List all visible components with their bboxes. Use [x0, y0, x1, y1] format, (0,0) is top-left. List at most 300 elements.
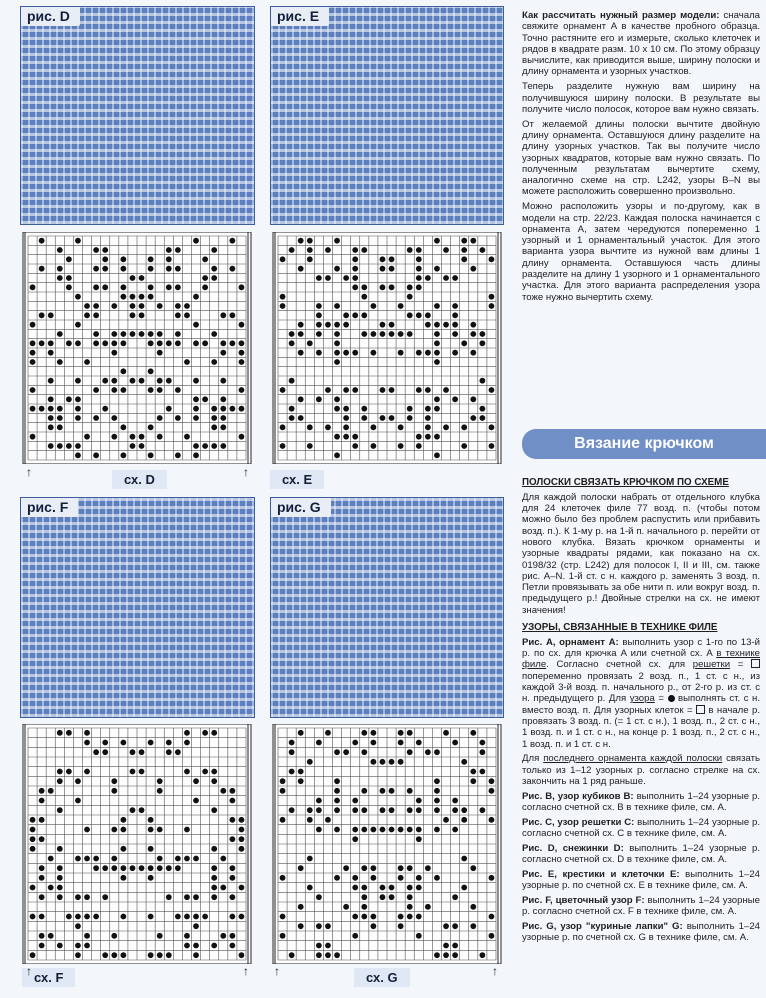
chart-dot [184, 933, 190, 939]
chart-dot [361, 406, 367, 412]
chart-dot [229, 817, 235, 823]
chart-dot [416, 885, 422, 891]
chart-dot [39, 788, 45, 794]
chart-dot [120, 266, 126, 272]
chart-dot [443, 387, 449, 393]
chart-dot [139, 865, 145, 871]
item-text: выполнить 1–24 узорные р. по счетной сх. G в технике филе, см. A. [522, 921, 760, 944]
chart-dot [434, 952, 440, 958]
chart-dot [479, 247, 485, 253]
chart-dot [334, 807, 340, 813]
chart-dot [470, 350, 476, 356]
photo-e-label: рис. E [271, 7, 329, 26]
text-span: в начале р. провязать 3 возд. п. (= 1 ст. с н.), 1 возд. п., 2 ст. с н., 1 возд. п. и 1 ст. с н., на конце р. 1 возд. п., 2 ст. с н., 1 возд. п. и 1 ст. с н. [522, 704, 760, 750]
chart-f-grid [22, 724, 252, 964]
chart-dot [434, 807, 440, 813]
chart-dot [39, 875, 45, 881]
chart-dot [130, 443, 136, 449]
chart-dot [239, 836, 245, 842]
chart-dot [489, 424, 495, 430]
chart-dot [166, 378, 172, 384]
chart-dot [157, 303, 163, 309]
chart-dot [380, 322, 386, 328]
chart-dot [184, 312, 190, 318]
chart-dot [229, 266, 235, 272]
chart-dot [343, 749, 349, 755]
chart-dot [239, 322, 245, 328]
chart-dot [57, 807, 63, 813]
chart-dot [489, 817, 495, 823]
chart-dot [220, 885, 226, 891]
paragraph-lead: Как рассчитать нужный размер модели: [522, 10, 720, 21]
arrow-icon: ↑ [243, 964, 249, 978]
paragraph: От желаемой длины полоски вычтите двойную длину орнамента. Оставшуюся длину разделите на длину узорных участков. Так вы получите число узорных квадратов, которые вам нужно связать. По полученным результатам вычертите схему, аналогично схеме на стр. L242, узоры B–N вы можете расположить совершенно произвольно. [522, 118, 760, 198]
chart-dot [57, 443, 63, 449]
chart-dot [120, 740, 126, 746]
chart-dot [416, 933, 422, 939]
chart-dot [175, 284, 181, 290]
chart-dot [102, 749, 108, 755]
chart-dot [30, 350, 36, 356]
chart-dot [479, 769, 485, 775]
chart-dot [289, 769, 295, 775]
chart-dot [84, 894, 90, 900]
chart-dot [48, 885, 54, 891]
chart-dot [352, 256, 358, 262]
chart-dot [380, 885, 386, 891]
text-span: в технике филе [522, 648, 760, 671]
chart-dot [148, 817, 154, 823]
chart-dot [93, 331, 99, 337]
chart-dot [298, 904, 304, 910]
chart-dot [57, 778, 63, 784]
text-span: попеременно провязать 2 возд. п., 1 ст. с н., из каждой 3-й возд. п. начального р., от 2-го р. из ст. с н. предыдущего р. Для [522, 670, 760, 705]
chart-dot [407, 406, 413, 412]
chart-dot [239, 827, 245, 833]
chart-dot [102, 340, 108, 346]
chart-dot [229, 836, 235, 842]
chart-dot [489, 387, 495, 393]
chart-dot [289, 331, 295, 337]
chart-dot [193, 943, 199, 949]
chart-dot [239, 359, 245, 365]
text-span: . Согласно счетной сх. для [546, 659, 693, 671]
chart-dot [202, 284, 208, 290]
chart-dot [298, 865, 304, 871]
chart-dot [111, 856, 117, 862]
chart-dot [470, 769, 476, 775]
chart-dot [389, 885, 395, 891]
chart-dot [289, 340, 295, 346]
chart-dot [157, 331, 163, 337]
chart-dot [443, 424, 449, 430]
chart-dot [407, 904, 413, 910]
chart-dot [239, 340, 245, 346]
chart-dot [289, 952, 295, 958]
chart-dot [398, 350, 404, 356]
chart-dot [57, 359, 63, 365]
chart-dot [443, 943, 449, 949]
chart-dot [139, 807, 145, 813]
chart-dot [166, 894, 172, 900]
chart-dot [470, 322, 476, 328]
chart-dot [361, 865, 367, 871]
chart-dot [193, 415, 199, 421]
chart-dot [193, 778, 199, 784]
chart-dot [352, 284, 358, 290]
chart-dot [75, 294, 81, 300]
chart-dot [57, 266, 63, 272]
chart-dot [407, 730, 413, 736]
chart-dot [479, 340, 485, 346]
chart-dot [470, 331, 476, 337]
chart-dot [352, 387, 358, 393]
item [522, 843, 760, 866]
chart-dot [229, 340, 235, 346]
chart-dot [102, 865, 108, 871]
chart-dot [489, 778, 495, 784]
chart-dot [289, 378, 295, 384]
chart-dot [298, 415, 304, 421]
chart-dot [57, 865, 63, 871]
item-lead: Рис. G, узор "куриные лапки" G: [522, 921, 683, 933]
chart-d-grid [22, 232, 252, 464]
chart-dot [343, 865, 349, 871]
chart-dot [39, 238, 45, 244]
chart-dot [289, 415, 295, 421]
chart-dot [157, 378, 163, 384]
chart-dot [425, 312, 431, 318]
chart-dot [166, 865, 172, 871]
chart-dot [184, 303, 190, 309]
chart-dot [316, 827, 322, 833]
chart-dot [298, 396, 304, 402]
chart-dot [307, 885, 313, 891]
chart-dot [211, 778, 217, 784]
chart-dot [434, 359, 440, 365]
chart-dot [479, 378, 485, 384]
chart-dot [434, 749, 440, 755]
chart-dot [193, 923, 199, 929]
chart-dot [57, 894, 63, 900]
item-text: выполнить 1–24 узорные р. по счетной сх. Е в технике филе, см. A. [522, 869, 760, 892]
chart-dot [175, 865, 181, 871]
chart-dot [75, 378, 81, 384]
chart-dot [461, 247, 467, 253]
chart-dot [398, 443, 404, 449]
item-lead: Рис. A, орнамент A: [522, 636, 619, 648]
chart-dot [443, 730, 449, 736]
chart-dot [184, 434, 190, 440]
chart-dot [380, 759, 386, 765]
chart-dot [316, 740, 322, 746]
chart-dot [102, 894, 108, 900]
instructions-column [522, 477, 760, 947]
chart-dot [416, 266, 422, 272]
chart-dot [352, 885, 358, 891]
chart-dot [407, 294, 413, 300]
chart-dot [84, 769, 90, 775]
chart-dot [30, 846, 36, 852]
paragraph [522, 637, 760, 750]
chart-dot [470, 730, 476, 736]
chart-dot [380, 331, 386, 337]
chart-dot [434, 406, 440, 412]
chart-dot [280, 256, 286, 262]
chart-dot [139, 769, 145, 775]
chart-dot [239, 885, 245, 891]
chart-dot [148, 387, 154, 393]
chart-dot [316, 807, 322, 813]
chart-dot [57, 424, 63, 430]
chart-dot [157, 856, 163, 862]
chart-dot [111, 933, 117, 939]
chart-dot [425, 406, 431, 412]
chart-dot [280, 875, 286, 881]
chart-dot [316, 350, 322, 356]
chart-dot [398, 730, 404, 736]
chart-dot [280, 933, 286, 939]
chart-dot [229, 238, 235, 244]
chart-dot [239, 434, 245, 440]
chart-dot [380, 256, 386, 262]
chart-dot [229, 875, 235, 881]
chart-dot [130, 865, 136, 871]
chart-dot [434, 238, 440, 244]
chart-dot [407, 894, 413, 900]
chart-dot [370, 350, 376, 356]
chart-dot [39, 406, 45, 412]
photo-g [270, 497, 504, 718]
chart-dot [75, 923, 81, 929]
text-span: решетки [692, 659, 731, 671]
chart-dot [316, 798, 322, 804]
chart-dot [334, 452, 340, 458]
chart-dot [229, 865, 235, 871]
chart-dot [130, 303, 136, 309]
chart-dot [66, 275, 72, 281]
chart-dot [48, 406, 54, 412]
chart-dot [220, 415, 226, 421]
chart-dot [39, 943, 45, 949]
chart-dot [434, 350, 440, 356]
chart-dot [280, 914, 286, 920]
chart-dot [211, 865, 217, 871]
chart-dot [111, 387, 117, 393]
chart-dot [139, 443, 145, 449]
chart-dot [175, 856, 181, 862]
text-span: последнего орнамента каждой полоски [543, 753, 723, 765]
chart-dot [39, 894, 45, 900]
chart-dot [184, 914, 190, 920]
chart-dot [280, 424, 286, 430]
chart-dot [102, 266, 108, 272]
chart-dot [325, 424, 331, 430]
item [522, 921, 760, 944]
photo-f-label: рис. F [21, 498, 78, 517]
chart-dot [489, 443, 495, 449]
chart-dot [461, 807, 467, 813]
chart-dot [130, 331, 136, 337]
chart-dot [361, 807, 367, 813]
chart-dot [148, 340, 154, 346]
chart-dot [211, 846, 217, 852]
chart-dot [334, 238, 340, 244]
paragraph: Можно расположить узоры и по-другому, как в модели на стр. 22/23. Каждая полоска начинается с орнамента A, затем чередуются попеременно 1 узорный и 1 орнаментальный участок. Для этого варианта узора вычтите из нужной вам длины 1 длину орнамента. Оставшуюся часть длины разделите на длину 1 узорного и 1 орнаментального участка. Для этого варианта распределения узора тоже нужно вычертить схему. [522, 201, 760, 303]
chart-dot [211, 331, 217, 337]
arrow-icon: ↑ [26, 465, 32, 479]
chart-dot [30, 885, 36, 891]
item-lead: Рис. C, узор решетки C: [522, 816, 635, 828]
chart-dot [334, 340, 340, 346]
chart-dot [280, 387, 286, 393]
chart-dot [139, 275, 145, 281]
chart-dot [39, 865, 45, 871]
chart-dot [325, 247, 331, 253]
chart-f-label: сх. F [22, 968, 75, 987]
chart-dot [111, 952, 117, 958]
item-text: выполнить 1–24 узорные р. согласно счетной сх. В в технике филе, см. A. [522, 790, 760, 814]
chart-dot [30, 952, 36, 958]
chart-dot [130, 275, 136, 281]
chart-dot [361, 284, 367, 290]
chart-dot [325, 322, 331, 328]
chart-dot [111, 778, 117, 784]
chart-dot [470, 778, 476, 784]
chart-dot [130, 807, 136, 813]
chart-dot [361, 788, 367, 794]
chart-dot [102, 284, 108, 290]
item-lead: Рис. E, крестики и клеточки E: [522, 869, 680, 880]
paragraph [522, 10, 760, 78]
chart-dot [93, 303, 99, 309]
chart-dot [470, 415, 476, 421]
chart-g-label: сх. G [354, 968, 410, 987]
chart-dot [148, 294, 154, 300]
chart-dot [316, 943, 322, 949]
chart-dot [479, 807, 485, 813]
chart-dot [280, 817, 286, 823]
chart-dot [39, 933, 45, 939]
chart-dot [407, 749, 413, 755]
chart-dot [120, 817, 126, 823]
chart-dot [211, 359, 217, 365]
chart-dot [229, 943, 235, 949]
chart-dot [416, 836, 422, 842]
chart-dot [211, 266, 217, 272]
item [522, 817, 760, 840]
chart-dot [370, 424, 376, 430]
chart-dot [193, 378, 199, 384]
chart-dot [157, 387, 163, 393]
chart-dot [370, 827, 376, 833]
chart-dot [148, 827, 154, 833]
chart-dot [148, 846, 154, 852]
chart-dot [489, 933, 495, 939]
chart-dot [343, 904, 349, 910]
chart-dot [352, 312, 358, 318]
chart-dot [120, 452, 126, 458]
chart-dot [389, 788, 395, 794]
chart-dot [398, 914, 404, 920]
chart-dot [211, 943, 217, 949]
chart-dot [380, 415, 386, 421]
chart-dot [166, 247, 172, 253]
chart-dot [425, 865, 431, 871]
chart-dot [102, 247, 108, 253]
item-text: выполнить 1–24 узорные р. согласно счетной сх. F в технике филе, см. A. [522, 895, 760, 918]
chart-dot [461, 759, 467, 765]
chart-dot [352, 275, 358, 281]
chart-dot [166, 256, 172, 262]
chart-dot [220, 424, 226, 430]
chart-dot [30, 387, 36, 393]
chart-dot [398, 424, 404, 430]
chart-dot [184, 740, 190, 746]
chart-dot [407, 885, 413, 891]
chart-dot [389, 322, 395, 328]
chart-dot [193, 443, 199, 449]
chart-dot [139, 749, 145, 755]
chart-dot [425, 387, 431, 393]
chart-dot [325, 387, 331, 393]
chart-dot [193, 396, 199, 402]
chart-dot [352, 827, 358, 833]
chart-dot [361, 247, 367, 253]
chart-dot [184, 943, 190, 949]
chart-e-grid [272, 232, 502, 464]
chart-dot [370, 759, 376, 765]
chart-dot [479, 952, 485, 958]
chart-dot [334, 406, 340, 412]
chart-dot [148, 368, 154, 374]
chart-dot [380, 827, 386, 833]
chart-dot [202, 396, 208, 402]
chart-dot [416, 798, 422, 804]
chart-dot [343, 415, 349, 421]
chart-dot [425, 350, 431, 356]
chart-dot [352, 350, 358, 356]
chart-dot [280, 303, 286, 309]
chart-dot [93, 387, 99, 393]
chart-dot [148, 452, 154, 458]
chart-dot [184, 827, 190, 833]
chart-dot [75, 894, 81, 900]
chart-dot [48, 443, 54, 449]
chart-dot [175, 312, 181, 318]
chart-dot [389, 827, 395, 833]
chart-dot [380, 894, 386, 900]
photo-g-label: рис. G [271, 498, 331, 517]
chart-d-label: сх. D [112, 470, 167, 489]
chart-dot [211, 894, 217, 900]
chart-dot [398, 827, 404, 833]
chart-dot [479, 749, 485, 755]
chart-dot [343, 406, 349, 412]
chart-dot [120, 340, 126, 346]
chart-dot [325, 943, 331, 949]
chart-dot [120, 914, 126, 920]
item [522, 895, 760, 918]
chart-dot [193, 856, 199, 862]
chart-dot [202, 256, 208, 262]
chart-dot [157, 434, 163, 440]
chart-dot [416, 350, 422, 356]
chart-dot [48, 424, 54, 430]
chart-dot [416, 914, 422, 920]
chart-dot [352, 798, 358, 804]
chart-dot [184, 730, 190, 736]
